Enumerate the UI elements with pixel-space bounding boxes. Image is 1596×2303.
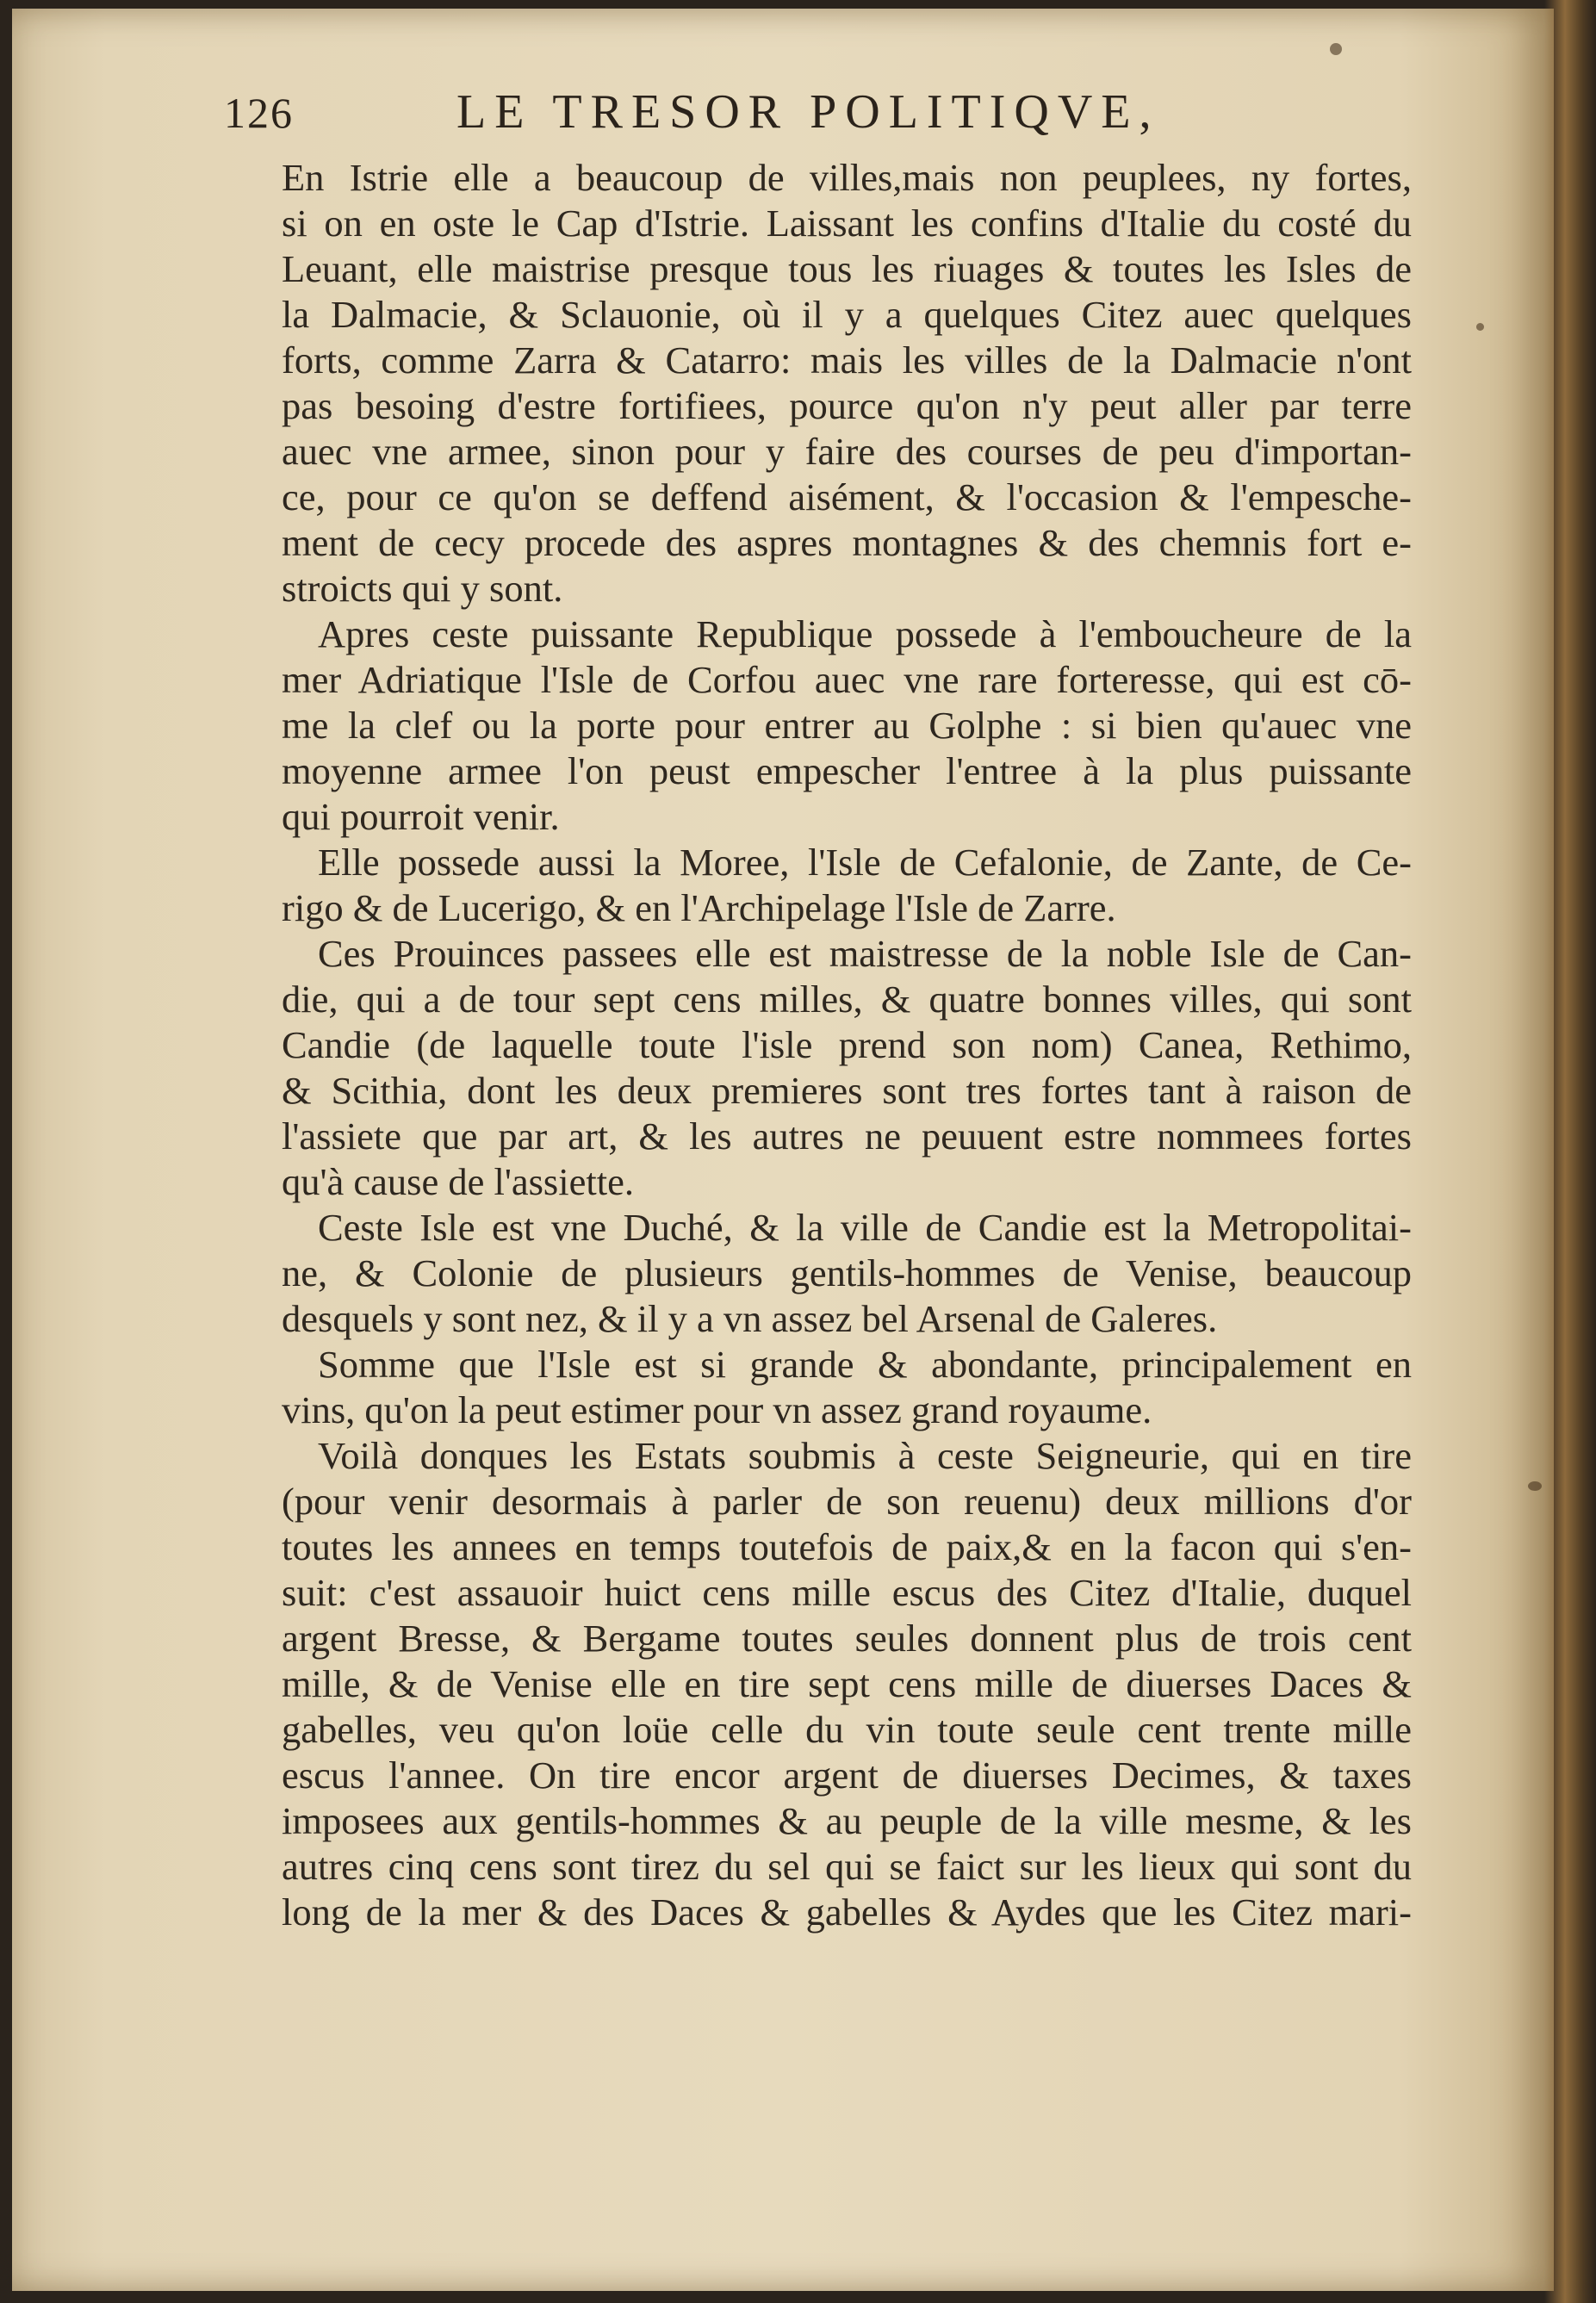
text-line: imposees aux gentils-hommes & au peuple de la ville mesme, & les [282,1799,1412,1842]
page-number: 126 [224,89,294,137]
text-line: qui pourroit venir. [282,795,560,838]
ink-spot [1528,1481,1542,1491]
text-line: Somme que l'Isle est si grande & abondante, principalement en [318,1343,1412,1386]
text-line: mer Adriatique l'Isle de Corfou auec vne rare forteresse, qui est cō- [282,658,1412,701]
text-line: qu'à cause de l'assiette. [282,1160,634,1203]
text-line: suit: c'est assauoir huict cens mille escus des Citez d'Italie, duquel [282,1571,1412,1614]
text-line: ce, pour ce qu'on se deffend aisément, & l'occasion & l'empesche- [282,475,1412,518]
text-line: escus l'annee. On tire encor argent de diuerses Decimes, & taxes [282,1754,1412,1797]
text-line: toutes les annees en temps toutefois de paix,& en la facon qui s'en- [282,1525,1412,1568]
text-line: me la clef ou la porte pour entrer au Golphe : si bien qu'auec vne [282,704,1412,747]
text-line: Elle possede aussi la Moree, l'Isle de Cefalonie, de Zante, de Ce- [318,841,1412,884]
text-line: desquels y sont nez, & il y a vn assez bel Arsenal de Galeres. [282,1297,1218,1340]
text-line: Apres ceste puissante Republique possede à l'emboucheure de la [318,612,1412,655]
page-header [224,79,1413,157]
text-line: la Dalmacie, & Sclauonie, où il y a quelques Citez auec quelques [282,293,1412,336]
text-line: long de la mer & des Daces & gabelles & Aydes que les Citez mari- [282,1890,1412,1934]
text-line: Voilà donques les Estats soubmis à ceste Seigneurie, qui en tire [318,1434,1412,1477]
text-line: ne, & Colonie de plusieurs gentils-hommes de Venise, beaucoup [282,1251,1412,1294]
text-line: moyenne armee l'on peust empescher l'entree à la plus puissante [282,749,1412,792]
text-line: vins, qu'on la peut estimer pour vn assez grand royaume. [282,1388,1152,1431]
text-line: Leuant, elle maistrise presque tous les riuages & toutes les Isles de [282,247,1412,290]
running-title: LE TRESOR POLITIQVE, [456,85,1160,139]
text-line: pas besoing d'estre fortifiees, pource qu'on n'y peut aller par terre [282,384,1412,427]
text-line: si on en oste le Cap d'Istrie. Laissant les confins d'Italie du costé du [282,202,1412,245]
page-binding-edge [1544,0,1596,2303]
text-line: stroicts qui y sont. [282,567,563,610]
text-line: rigo & de Lucerigo, & en l'Archipelage l'Isle de Zarre. [282,886,1116,929]
text-line: Ces Prouinces passees elle est maistresse de la noble Isle de Can- [318,932,1412,975]
text-line: En Istrie elle a beaucoup de villes,mais non peuplees, ny fortes, [282,156,1412,199]
text-line: forts, comme Zarra & Catarro: mais les villes de la Dalmacie n'ont [282,338,1412,382]
text-line: gabelles, veu qu'on loüe celle du vin toute seule cent trente mille [282,1708,1412,1751]
text-line: l'assiete que par art, & les autres ne peuuent estre nommees fortes [282,1114,1412,1158]
text-line: auec vne armee, sinon pour y faire des courses de peu d'importan- [282,430,1412,473]
text-line: Ceste Isle est vne Duché, & la ville de Candie est la Metropolitai- [318,1206,1412,1249]
text-line: die, qui a de tour sept cens milles, & quatre bonnes villes, qui sont [282,978,1412,1021]
body-text [282,155,1412,1935]
text-line: mille, & de Venise elle en tire sept cens mille de diuerses Daces & [282,1662,1412,1705]
text-line: ment de cecy procede des aspres montagnes & des chemnis fort e- [282,521,1412,564]
text-line: & Scithia, dont les deux premieres sont tres fortes tant à raison de [282,1069,1412,1112]
ink-spot [1330,43,1342,55]
text-line: argent Bresse, & Bergame toutes seules donnent plus de trois cent [282,1617,1412,1660]
ink-spot [1476,323,1484,331]
text-line: autres cinq cens sont tirez du sel qui se faict sur les lieux qui sont du [282,1845,1412,1888]
text-line: (pour venir desormais à parler de son reuenu) deux millions d'or [282,1480,1412,1523]
text-line: Candie (de laquelle toute l'isle prend son nom) Canea, Rethimo, [282,1023,1412,1066]
